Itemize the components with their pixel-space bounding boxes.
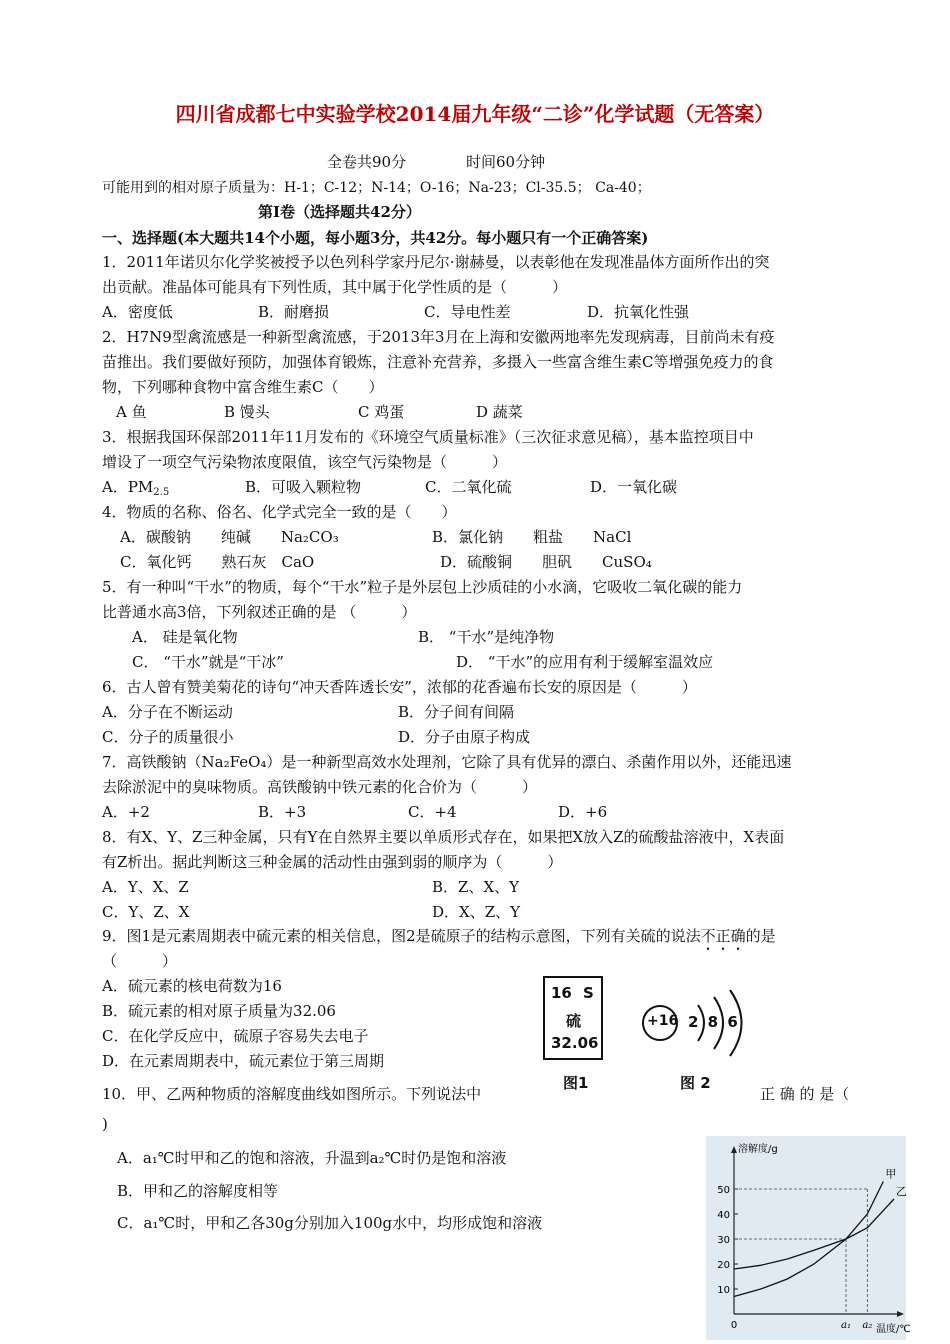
- q5-option-a: A． 硅是氧化物: [132, 628, 238, 646]
- series-label: 甲: [885, 1167, 897, 1181]
- x-tick-label: a₂: [862, 1320, 873, 1331]
- q4-option-d: D．硫酸铜 胆矾 CuSO₄: [440, 553, 652, 571]
- atomic-mass: 32.06: [551, 1034, 599, 1052]
- q10-line2: ): [102, 1115, 108, 1133]
- q4-option-c: C．氧化钙 熟石灰 CaO: [120, 553, 315, 571]
- q5-option-b: B． “干水”是纯净物: [418, 628, 555, 646]
- y-axis-arrow: [731, 1146, 737, 1153]
- exam-time: 时间60分钟: [466, 153, 546, 171]
- q4-option-b: B．氯化钠 粗盐 NaCl: [432, 528, 632, 546]
- q5-line2: 比普通水高3倍，下列叙述正确的是 （ ）: [102, 603, 417, 621]
- q8-option-b: B．Z、X、Y: [432, 878, 520, 896]
- q5-option-c: C． “干水”就是“干冰”: [132, 653, 284, 671]
- q8-option-d: D．X、Z、Y: [432, 903, 521, 921]
- x-axis-label: 温度/℃: [876, 1324, 911, 1335]
- q9-emphasis: 不正确: [700, 927, 746, 945]
- q10-line1-tail: 正 确 的 是（: [760, 1085, 850, 1103]
- q4-option-a: A．碳酸钠 纯碱 Na₂CO₃: [120, 528, 339, 546]
- atomic-masses: 可能用到的相对原子质量为：H-1；C-12；N-14；O-16；Na-23；Cl-35.5； Ca-40；: [102, 180, 651, 196]
- q10-line1: 10．甲、乙两种物质的溶解度曲线如图所示。下列说法中: [102, 1085, 482, 1103]
- y-tick-label: 10: [717, 1285, 730, 1296]
- q10-option-a: A．a₁℃时甲和乙的饱和溶液，升温到a₂℃时仍是饱和溶液: [117, 1149, 507, 1167]
- q6-option-b: B．分子间有间隔: [398, 703, 515, 721]
- q3-option-c: C．二氧化硫: [425, 478, 512, 496]
- q9-option-d: D．在元素周期表中，硫元素位于第三周期: [102, 1052, 385, 1070]
- q3-line1: 3．根据我国环保部2011年11月发布的《环境空气质量标准》（三次征求意见稿），基本监控项目中: [102, 428, 754, 446]
- q6-option-d: D．分子由原子构成: [398, 728, 531, 746]
- x-axis-arrow: [897, 1311, 904, 1317]
- q8-option-c: C．Y、Z、X: [102, 903, 190, 921]
- series-label: 乙: [896, 1185, 907, 1198]
- q4-line1: 4．物质的名称、俗名、化学式完全一致的是（ ）: [102, 503, 457, 521]
- q9-option-b: B．硫元素的相对原子质量为32.06: [102, 1002, 336, 1020]
- q1-line2: 出贡献。准晶体可能具有下列性质，其中属于化学性质的是（ ）: [102, 278, 568, 296]
- q9-option-c: C．在化学反应中，硫原子容易失去电子: [102, 1027, 369, 1045]
- solubility-chart-svg: [706, 1136, 911, 1340]
- q7-line1: 7．高铁酸钠（Na₂FeO₄）是一种新型高效水处理剂，它除了具有优异的漂白、杀菌作用以外，还能迅速: [102, 753, 792, 771]
- nucleus-charge: +16: [647, 1013, 679, 1029]
- x-tick-label: 0: [730, 1320, 738, 1331]
- q7-option-c: C．+4: [408, 803, 457, 821]
- q2-option-d: D 蔬菜: [476, 403, 523, 421]
- q2-option-c: C 鸡蛋: [358, 403, 405, 421]
- y-axis-label: 溶解度/g: [738, 1144, 778, 1155]
- electron-shells: 2 8 6: [688, 1013, 740, 1031]
- q2-option-b: B 馒头: [224, 403, 270, 421]
- y-tick-label: 40: [717, 1210, 730, 1221]
- y-tick-label: 20: [717, 1260, 730, 1271]
- figure2-caption: 图 2: [680, 1074, 711, 1092]
- q2-line3: 物，下列哪种食物中富含维生素C（ ）: [102, 378, 384, 396]
- q10-option-b: B．甲和乙的溶解度相等: [117, 1182, 279, 1200]
- q7-option-b: B．+3: [258, 803, 307, 821]
- q1-option-a: A．密度低: [102, 303, 173, 321]
- q9-line2: （ ）: [102, 952, 178, 970]
- q1-option-b: B．耐磨损: [258, 303, 330, 321]
- figure1-caption: 图1: [563, 1074, 589, 1092]
- q7-option-a: A．+2: [102, 803, 150, 821]
- q7-option-d: D．+6: [558, 803, 608, 821]
- q1-option-c: C．导电性差: [424, 303, 511, 321]
- q9-option-a: A．硫元素的核电荷数为16: [102, 977, 282, 995]
- q6-option-c: C．分子的质量很小: [102, 728, 234, 746]
- q2-line2: 苗推出。我们要做好预防，加强体育锻炼，注意补充营养，多摄入一些富含维生素C等增强免疫力的食: [102, 353, 774, 371]
- sulfur-element-box: [543, 976, 603, 1060]
- q7-line2: 去除淤泥中的臭味物质。高铁酸钠中铁元素的化合价为（ ）: [102, 778, 538, 796]
- q5-option-d: D． “干水”的应用有利于缓解室温效应: [456, 653, 714, 671]
- y-tick-label: 50: [717, 1185, 730, 1196]
- q5-line1: 5．有一种叫“干水”的物质，每个“干水”粒子是外层包上沙质硅的小水滴，它吸收二氧化碳的能力: [102, 578, 743, 596]
- part1-title: 第Ⅰ卷（选择题共42分）: [258, 203, 421, 221]
- total-score: 全卷共90分: [327, 153, 407, 171]
- solubility-chart: [706, 1136, 911, 1340]
- q8-line1: 8．有X、Y、Z三种金属，只有Y在自然界主要以单质形式存在，如果把X放入Z的硫酸盐溶液中，X表面: [102, 828, 785, 846]
- q3-option-a: A．$PM_{2.5}$: [102, 478, 170, 498]
- element-name: 硫: [566, 1012, 582, 1030]
- q3-option-b: B．可吸入颗粒物: [245, 478, 362, 496]
- q2-line1: 2．H7N9型禽流感是一种新型禽流感，于2013年3月在上海和安徽两地率先发现病毒，目前尚未有疫: [102, 328, 775, 346]
- q6-line1: 6．古人曾有赞美菊花的诗句“冲天香阵透长安”，浓郁的花香遍布长安的原因是（ ）: [102, 678, 697, 696]
- q2-option-a: A 鱼: [116, 403, 147, 421]
- y-tick-label: 30: [717, 1235, 730, 1246]
- q6-option-a: A．分子在不断运动: [102, 703, 233, 721]
- section1-title: 一、选择题(本大题共14个小题，每小题3分，共42分。每小题只有一个正确答案): [102, 229, 649, 247]
- atomic-number: 16: [551, 984, 572, 1002]
- element-symbol: S: [583, 984, 594, 1002]
- q9-line1: 9．图1是元素周期表中硫元素的相关信息，图2是硫原子的结构示意图，下列有关硫的说法不正确的是: [102, 927, 776, 945]
- q8-option-a: A．Y、X、Z: [102, 878, 189, 896]
- x-tick-label: a₁: [841, 1320, 851, 1331]
- q3-option-d: D．一氧化碳: [590, 478, 678, 496]
- page-title: 四川省成都七中实验学校2014届九年级“二诊”化学试题（无答案）: [175, 102, 775, 126]
- q3-line2: 增设了一项空气污染物浓度限值，该空气污染物是（ ）: [102, 453, 508, 471]
- q8-line2: 有Z析出。据此判断这三种金属的活动性由强到弱的顺序为（ ）: [102, 853, 563, 871]
- q1-line1: 1．2011年诺贝尔化学奖被授予以色列科学家丹尼尔·谢赫曼，以表彰他在发现准晶体方面所作出的突: [102, 253, 770, 271]
- q1-option-d: D．抗氧化性强: [587, 303, 690, 321]
- q10-option-c: C．a₁℃时，甲和乙各30g分别加入100g水中，均形成饱和溶液: [117, 1214, 543, 1232]
